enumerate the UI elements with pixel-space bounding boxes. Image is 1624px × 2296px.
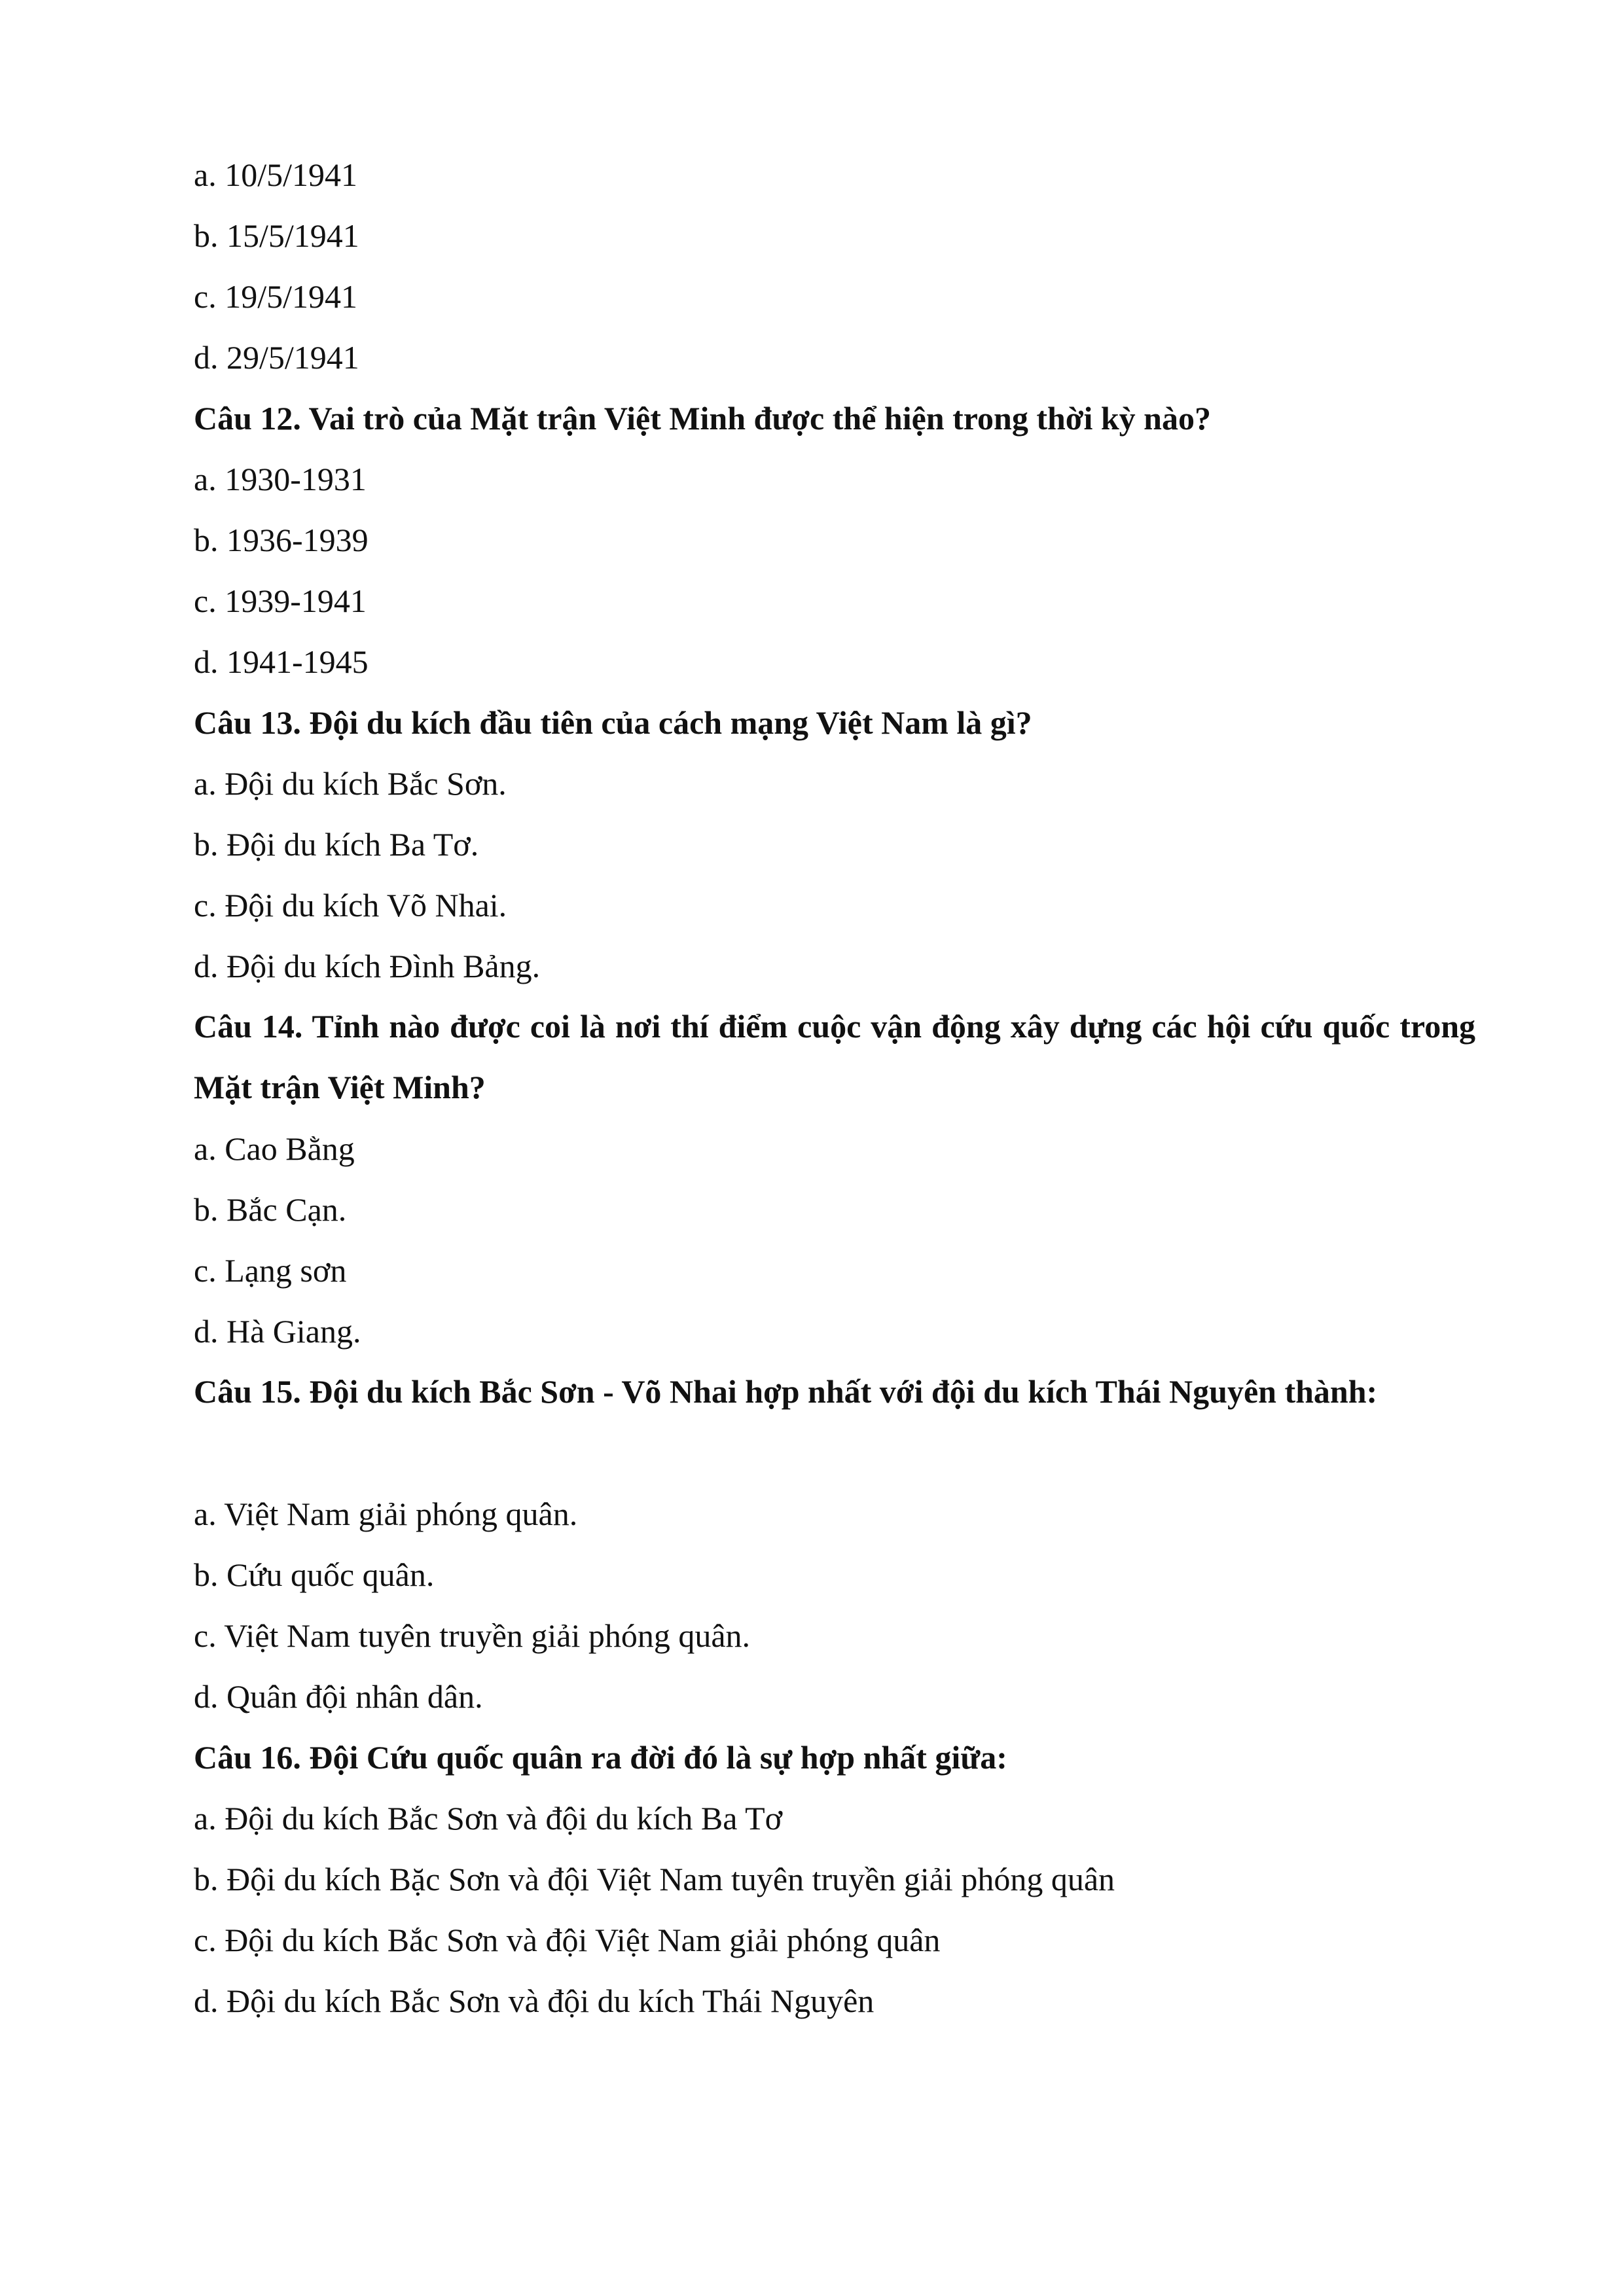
q12-option-c: c. 1939-1941 — [194, 583, 367, 619]
q13-option-d: d. Đội du kích Đình Bảng. — [194, 948, 541, 984]
q11-option-c: c. 19/5/1941 — [194, 278, 357, 315]
q11-option-d: d. 29/5/1941 — [194, 339, 359, 376]
q14-option-d: d. Hà Giang. — [194, 1313, 361, 1350]
q13-option-c: c. Đội du kích Võ Nhai. — [194, 887, 507, 924]
q15-option-b: b. Cứu quốc quân. — [194, 1556, 435, 1593]
question-14-title: Câu 14. Tỉnh nào được coi là nơi thí điểm cuộc vận động xây dựng các hội cứu quốc trong Mặt trận Việt Minh? — [194, 1008, 1475, 1105]
question-16-title: Câu 16. Đội Cứu quốc quân ra đời đó là sự hợp nhất giữa: — [194, 1739, 1007, 1776]
q16-option-c: c. Đội du kích Bắc Sơn và đội Việt Nam giải phóng quân — [194, 1922, 941, 1958]
q15-option-a: a. Việt Nam giải phóng quân. — [194, 1496, 578, 1532]
q15-option-d: d. Quân đội nhân dân. — [194, 1678, 483, 1715]
q12-option-d: d. 1941-1945 — [194, 643, 369, 680]
q14-option-c: c. Lạng sơn — [194, 1252, 347, 1289]
q12-option-a: a. 1930-1931 — [194, 461, 367, 497]
q13-option-b: b. Đội du kích Ba Tơ. — [194, 826, 479, 863]
question-15-title: Câu 15. Đội du kích Bắc Sơn - Võ Nhai hợp nhất với đội du kích Thái Nguyên thành: — [194, 1373, 1378, 1410]
q14-option-b: b. Bắc Cạn. — [194, 1191, 347, 1228]
q11-option-b: b. 15/5/1941 — [194, 217, 359, 254]
q12-option-b: b. 1936-1939 — [194, 522, 369, 558]
q14-option-a: a. Cao Bằng — [194, 1130, 355, 1167]
q15-option-c: c. Việt Nam tuyên truyền giải phóng quân. — [194, 1617, 751, 1654]
q16-option-d: d. Đội du kích Bắc Sơn và đội du kích Thái Nguyên — [194, 1982, 875, 2019]
q16-option-a: a. Đội du kích Bắc Sơn và đội du kích Ba Tơ — [194, 1800, 783, 1837]
q13-option-a: a. Đội du kích Bắc Sơn. — [194, 765, 507, 802]
question-12-title: Câu 12. Vai trò của Mặt trận Việt Minh được thể hiện trong thời kỳ nào? — [194, 400, 1211, 437]
question-13-title: Câu 13. Đội du kích đầu tiên của cách mạng Việt Nam là gì? — [194, 704, 1032, 741]
q11-option-a: a. 10/5/1941 — [194, 156, 357, 193]
q16-option-b: b. Đội du kích Bặc Sơn và đội Việt Nam tuyên truyền giải phóng quân — [194, 1861, 1115, 1897]
